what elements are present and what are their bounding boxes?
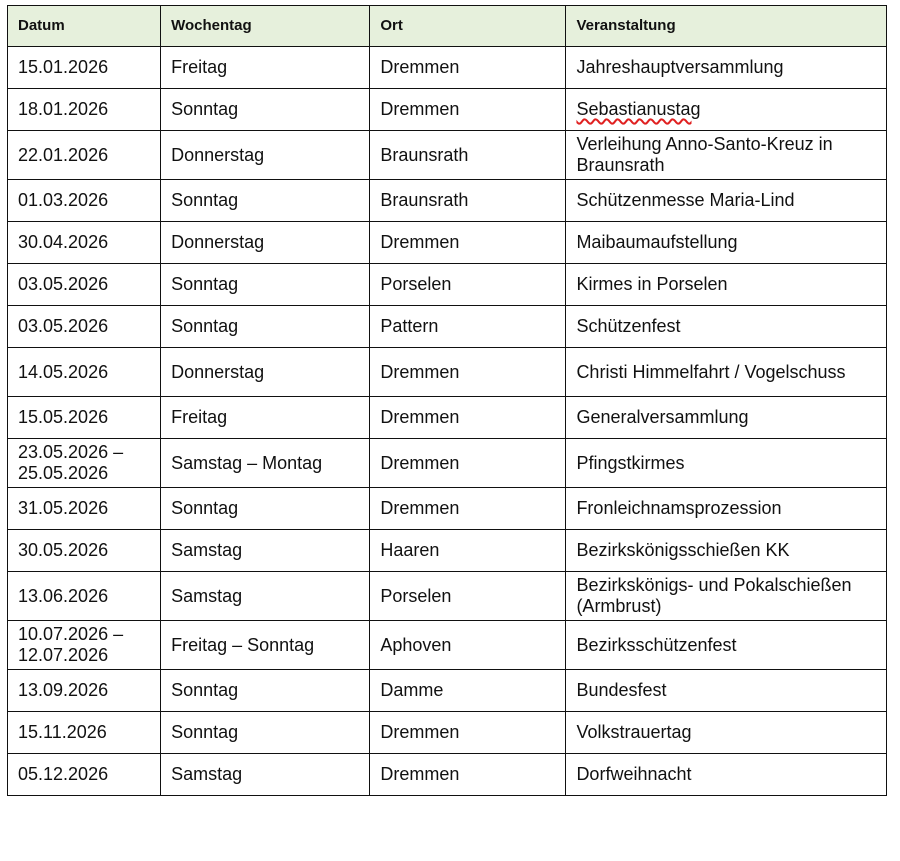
- table-row: [8, 621, 887, 670]
- header-ort: Ort: [370, 6, 566, 47]
- cell-datum: 05.12.2026: [8, 754, 161, 796]
- cell-veranstaltung: Bezirksschützenfest: [566, 621, 887, 670]
- cell-wochentag: Sonntag: [161, 306, 370, 348]
- cell-wochentag: Samstag: [161, 530, 370, 572]
- cell-datum: 30.05.2026: [8, 530, 161, 572]
- cell-veranstaltung: Jahreshauptversammlung: [566, 47, 887, 89]
- cell-ort: Dremmen: [370, 47, 566, 89]
- cell-wochentag: Sonntag: [161, 89, 370, 131]
- cell-veranstaltung: Generalversammlung: [566, 397, 887, 439]
- spellcheck-underlined-word: Sebastianustag: [576, 99, 701, 119]
- cell-ort: Dremmen: [370, 222, 566, 264]
- cell-ort: Dremmen: [370, 348, 566, 397]
- cell-veranstaltung: Schützenmesse Maria-Lind: [566, 180, 887, 222]
- cell-veranstaltung: Maibaumaufstellung: [566, 222, 887, 264]
- cell-datum: 15.11.2026: [8, 712, 161, 754]
- cell-datum: 13.06.2026: [8, 572, 161, 621]
- cell-datum: 22.01.2026: [8, 131, 161, 180]
- cell-datum: 01.03.2026: [8, 180, 161, 222]
- table-row: [8, 712, 887, 754]
- cell-datum: 14.05.2026: [8, 348, 161, 397]
- header-veranstaltung: Veranstaltung: [566, 6, 887, 47]
- cell-wochentag: Sonntag: [161, 712, 370, 754]
- cell-datum: 23.05.2026 – 25.05.2026: [8, 439, 161, 488]
- cell-ort: Dremmen: [370, 712, 566, 754]
- cell-veranstaltung: Bezirkskönigsschießen KK: [566, 530, 887, 572]
- table-row: [8, 530, 887, 572]
- cell-veranstaltung: Verleihung Anno-Santo-Kreuz in Braunsrath: [566, 131, 887, 180]
- cell-wochentag: Sonntag: [161, 264, 370, 306]
- header-datum: Datum: [8, 6, 161, 47]
- cell-datum: 03.05.2026: [8, 306, 161, 348]
- table-row: [8, 264, 887, 306]
- table-row: [8, 222, 887, 264]
- cell-ort: Dremmen: [370, 397, 566, 439]
- cell-wochentag: Samstag – Montag: [161, 439, 370, 488]
- table-header-row: [8, 6, 887, 47]
- cell-ort: Damme: [370, 670, 566, 712]
- cell-veranstaltung: Kirmes in Porselen: [566, 264, 887, 306]
- cell-wochentag: Samstag: [161, 754, 370, 796]
- cell-ort: Braunsrath: [370, 180, 566, 222]
- cell-veranstaltung: Pfingstkirmes: [566, 439, 887, 488]
- cell-wochentag: Donnerstag: [161, 131, 370, 180]
- table-row: [8, 348, 887, 397]
- cell-datum: 10.07.2026 – 12.07.2026: [8, 621, 161, 670]
- table-row: [8, 572, 887, 621]
- table-row: [8, 89, 887, 131]
- table-row: [8, 670, 887, 712]
- cell-datum: 18.01.2026: [8, 89, 161, 131]
- cell-wochentag: Donnerstag: [161, 222, 370, 264]
- cell-veranstaltung: [566, 89, 887, 131]
- cell-wochentag: Donnerstag: [161, 348, 370, 397]
- table-row: [8, 397, 887, 439]
- cell-wochentag: Samstag: [161, 572, 370, 621]
- table-row: [8, 47, 887, 89]
- cell-veranstaltung: Fronleichnamsprozession: [566, 488, 887, 530]
- cell-datum: 30.04.2026: [8, 222, 161, 264]
- cell-datum: 31.05.2026: [8, 488, 161, 530]
- cell-wochentag: Freitag – Sonntag: [161, 621, 370, 670]
- table-row: [8, 131, 887, 180]
- table-row: [8, 180, 887, 222]
- cell-wochentag: Sonntag: [161, 670, 370, 712]
- cell-wochentag: Sonntag: [161, 180, 370, 222]
- cell-ort: Dremmen: [370, 439, 566, 488]
- cell-veranstaltung: Bezirkskönigs- und Pokalschießen (Armbrust): [566, 572, 887, 621]
- cell-veranstaltung: Bundesfest: [566, 670, 887, 712]
- table-row: [8, 439, 887, 488]
- cell-ort: Porselen: [370, 264, 566, 306]
- event-schedule-table: [7, 5, 887, 796]
- cell-ort: Dremmen: [370, 488, 566, 530]
- cell-veranstaltung: Christi Himmelfahrt / Vogelschuss: [566, 348, 887, 397]
- cell-ort: Dremmen: [370, 89, 566, 131]
- cell-ort: Dremmen: [370, 754, 566, 796]
- cell-veranstaltung: Volkstrauertag: [566, 712, 887, 754]
- cell-ort: Porselen: [370, 572, 566, 621]
- cell-wochentag: Freitag: [161, 397, 370, 439]
- header-wochentag: Wochentag: [161, 6, 370, 47]
- cell-datum: 03.05.2026: [8, 264, 161, 306]
- cell-ort: Aphoven: [370, 621, 566, 670]
- cell-datum: 13.09.2026: [8, 670, 161, 712]
- table-row: [8, 754, 887, 796]
- cell-datum: 15.01.2026: [8, 47, 161, 89]
- cell-datum: 15.05.2026: [8, 397, 161, 439]
- table-row: [8, 488, 887, 530]
- table-row: [8, 306, 887, 348]
- cell-wochentag: Sonntag: [161, 488, 370, 530]
- cell-ort: Haaren: [370, 530, 566, 572]
- cell-veranstaltung: Schützenfest: [566, 306, 887, 348]
- cell-ort: Braunsrath: [370, 131, 566, 180]
- cell-ort: Pattern: [370, 306, 566, 348]
- cell-wochentag: Freitag: [161, 47, 370, 89]
- cell-veranstaltung: Dorfweihnacht: [566, 754, 887, 796]
